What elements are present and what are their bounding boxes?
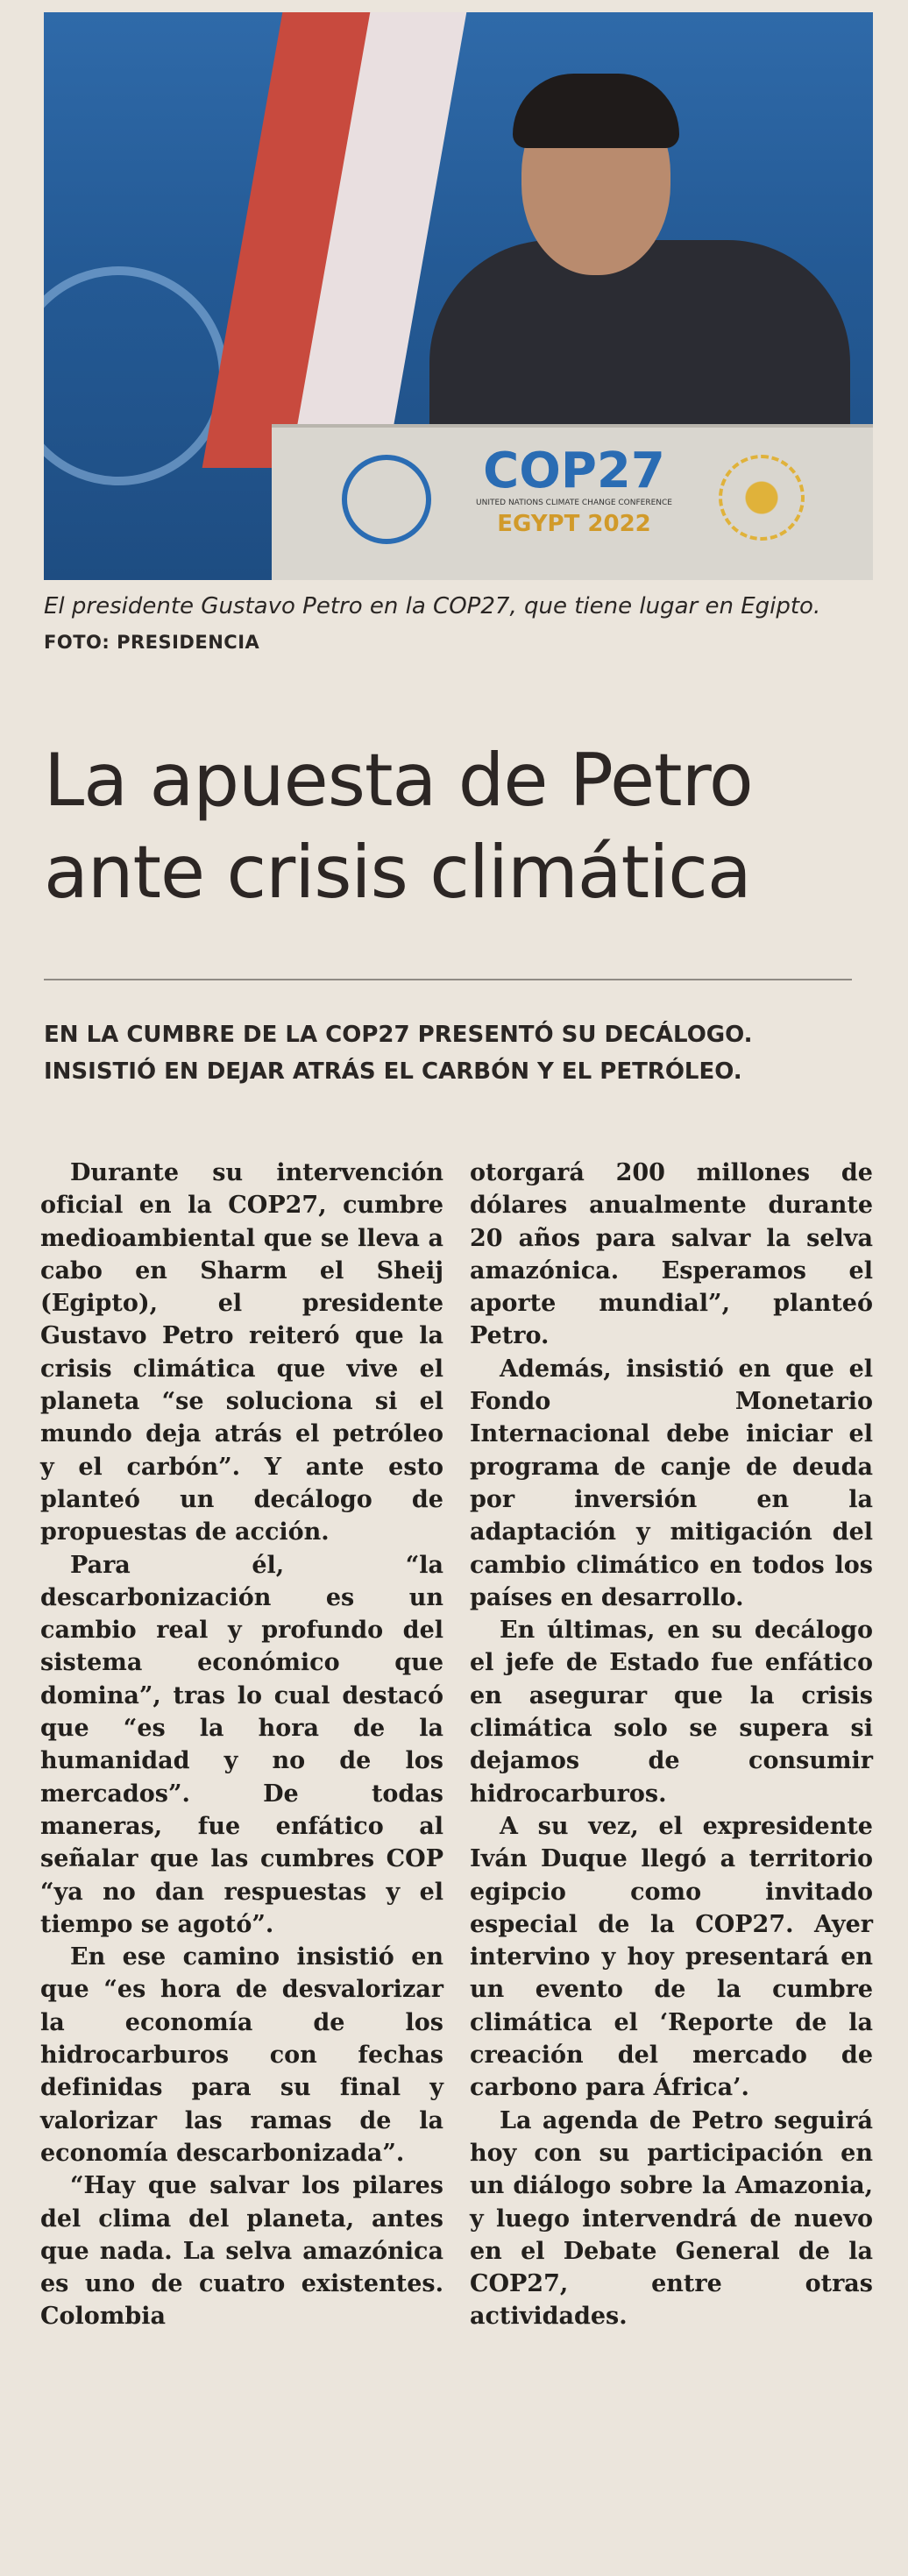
cop27-logo bbox=[307, 442, 833, 551]
paragraph: otorgará 200 millones de dólares anualmente durante 20 años para salvar la selva amazónica. Esperamos el aporte mundial”, planteó Petro. bbox=[470, 1159, 873, 1350]
caption-text: El presidente Gustavo Petro en la COP27, que tiene lugar en Egipto. bbox=[44, 593, 821, 619]
paragraph: “Hay que salvar los pilares del clima del planeta, antes que nada. La selva amazónica es uno de cuatro existentes. Colombia bbox=[40, 2172, 443, 2331]
subhead-line-2: INSISTIÓ EN DEJAR ATRÁS EL CARBÓN Y EL PETRÓLEO. bbox=[44, 1058, 742, 1085]
paragraph: La agenda de Petro seguirá hoy con su participación en un diálogo sobre la Amazonia, y luego intervendrá de nuevo en el Debate General de la COP27, entre otras actividades. bbox=[470, 2106, 873, 2331]
paragraph: En ese camino insistió en que “es hora de desvalorizar la economía de los hidrocarburos con fechas definidas para su final y valorizar las ramas de la economía descarbonizada”. bbox=[40, 1943, 443, 2167]
sun-emblem-icon bbox=[719, 455, 805, 541]
logo-sub-text: UNITED NATIONS CLIMATE CHANGE CONFERENCE bbox=[476, 499, 672, 507]
paragraph: En últimas, en su decálogo el jefe de Estado fue enfático en asegurar que la crisis climática solo se supera si dejamos de consumir hidrocarburos. bbox=[470, 1617, 873, 1808]
subhead-line-1: EN LA CUMBRE DE LA COP27 PRESENTÓ SU DECÁLOGO. bbox=[44, 1022, 753, 1048]
paragraph: A su vez, el expresidente Iván Duque llegó a territorio egipcio como invitado especial de la COP27. Ayer intervino y hoy presentará en un evento de la cumbre climática el ‘Reporte de la creación del mercado de carbono para África’. bbox=[470, 1812, 873, 2102]
article-subhead bbox=[44, 1016, 868, 1090]
body-column-right bbox=[470, 1157, 873, 2333]
speaker-hair bbox=[513, 74, 679, 148]
un-emblem-icon bbox=[44, 266, 228, 485]
logo-place-text: EGYPT 2022 bbox=[497, 511, 651, 537]
climate-change-icon bbox=[342, 455, 431, 544]
paragraph: Además, insistió en que el Fondo Monetario Internacional debe iniciar el programa de canje de deuda por inversión en la adaptación y mitigación del cambio climático en todos los países en desarrollo. bbox=[470, 1355, 873, 1611]
paragraph: Para él, “la descarbonización es un cambio real y profundo del sistema económico que domina”, tras lo cual destacó que “es la hora de la humanidad y no de los mercados”. De todas maneras, fue enfático al señalar que las cumbres COP “ya no dan respuestas y el tiempo se agotó”. bbox=[40, 1551, 443, 1938]
article-headline: La apuesta de Petro ante crisis climática bbox=[44, 738, 753, 915]
photo-credit: FOTO: PRESIDENCIA bbox=[44, 632, 260, 653]
article-photo bbox=[44, 12, 873, 580]
body-column-left bbox=[40, 1157, 443, 2333]
logo-main-text: COP27 bbox=[483, 442, 665, 499]
photo-caption bbox=[44, 589, 873, 660]
divider bbox=[44, 979, 852, 980]
paragraph: Durante su intervención oficial en la COP27, cumbre medioambiental que se lleva a cabo en Sharm el Sheij (Egipto), el presidente Gustavo Petro reiteró que la crisis climática que vive el planeta “se soluciona si el mundo deja atrás el petróleo y el carbón”. Y ante esto planteó un decálogo de propuestas de acción. bbox=[40, 1159, 443, 1546]
